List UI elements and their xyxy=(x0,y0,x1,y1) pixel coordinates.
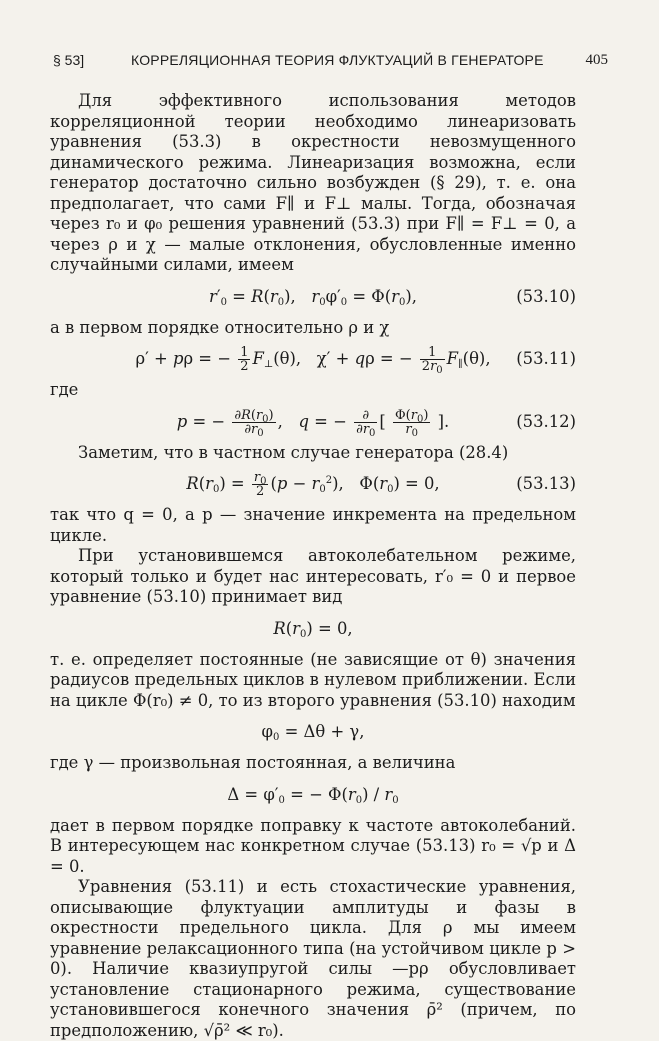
equation-radius xyxy=(50,611,576,647)
equation-expression: $\Delta = \varphi'_0$ = − $\Phi(r_0) / r_0$ xyxy=(227,784,399,806)
paragraph-7: т. е. определяет постоянные (не зависящие от θ) значения радиусов предельных циклов в нулевом приближении. Если на цикле Φ(r₀) ≠ 0, то из второго уравнения (53.10) находим xyxy=(50,649,576,710)
equation-phase xyxy=(50,714,576,750)
equation-expression: ρ′ + pρ = − $\frac{1}{2}$ $F_\perp(\theta)$, χ′ + qρ = − $\frac{1}{2r_0}$ $F_\parallel(\theta)$, xyxy=(135,345,491,376)
equation-number: (53.13) xyxy=(516,474,576,493)
equation-number: (53.10) xyxy=(516,286,576,306)
paragraph-1: Для эффективного использования методов корреляционной теории необходимо линеаризовать уравнения (53.3) в окрестности невозмущенного динамического режима. Линеаризация возможна, если генератор достаточно сильно возбужден (§ 29), т. е. она предполагает, что сами F∥ и F⊥ малы. Тогда, обозначая через r₀ и φ₀ решения уравнений (53.3) при F∥ = F⊥ = 0, а через ρ и χ — малые отклонения, обусловленные именно случайными силами, имеем xyxy=(50,91,576,274)
paragraph-6: При установившемся автоколебательном режиме, который только и будет нас интересовать, r′₀ = 0 и первое уравнение (53.10) принимает вид xyxy=(50,546,576,606)
equation-number: (53.11) xyxy=(516,349,576,368)
equation-number: (53.12) xyxy=(516,411,576,431)
paragraph-4: Заметим, что в частном случае генератора (28.4) xyxy=(78,442,509,462)
equation-expression: p = − $\frac{\partial R(r_0)}{\partial r_0}$ , q = − $\frac{\partial}{\partial r_0}$ [ $\frac{\Phi(r_0)}{r_0}$ ]. xyxy=(176,407,450,439)
equation-53-12 xyxy=(50,404,576,440)
header-section: § 53] xyxy=(53,52,85,68)
header-title: КОРРЕЛЯЦИОННАЯ ТЕОРИЯ ФЛУКТУАЦИЙ В ГЕНЕРАТОРЕ xyxy=(131,52,544,68)
paragraph-9: дает в первом порядке поправку к частоте автоколебаний. В интересующем нас конкретном случае (53.13) r₀ = √p и Δ = 0. xyxy=(50,815,576,876)
running-header xyxy=(53,52,608,74)
equation-expression: $r'_0 = R(r_0)$, $r_0\varphi'_0 = \Phi(r_0)$, xyxy=(209,286,417,308)
page-body xyxy=(50,91,576,1041)
page-number: 405 xyxy=(585,52,608,68)
equation-expression: $\varphi_0 = \Delta\theta + \gamma$, xyxy=(261,722,365,743)
equation-53-11 xyxy=(50,341,576,377)
equation-delta xyxy=(50,777,576,813)
equation-53-13 xyxy=(50,466,576,502)
paragraph-3: где xyxy=(50,380,79,399)
paragraph-5: так что q = 0, а p — значение инкремента на предельном цикле. xyxy=(50,505,576,545)
paragraph-10: Уравнения (53.11) и есть стохастические уравнения, описывающие флуктуации амплитуды и фазы в окрестности предельного цикла. Для ρ мы имеем уравнение релаксационного типа (на устойчивом цикле p > 0). Наличие квазиупругой силы —pρ обусловливает установление стационарного режима, существование установившегося конечного значения ρ̄² (причем, по предположению, √ρ̄² ≪ r₀). xyxy=(50,877,576,1040)
equation-expression: $R(r_0) = 0$, xyxy=(273,618,353,640)
paragraph-8: где γ — произвольная постоянная, а величина xyxy=(50,753,456,772)
paragraph-2: а в первом порядке относительно ρ и χ xyxy=(50,317,390,337)
equation-53-10 xyxy=(50,279,576,315)
equation-expression: $R(r_0)$ = $\frac{r_0}{2}$ $(p - r_0^2)$, $\Phi(r_0) = 0$, xyxy=(186,470,440,499)
